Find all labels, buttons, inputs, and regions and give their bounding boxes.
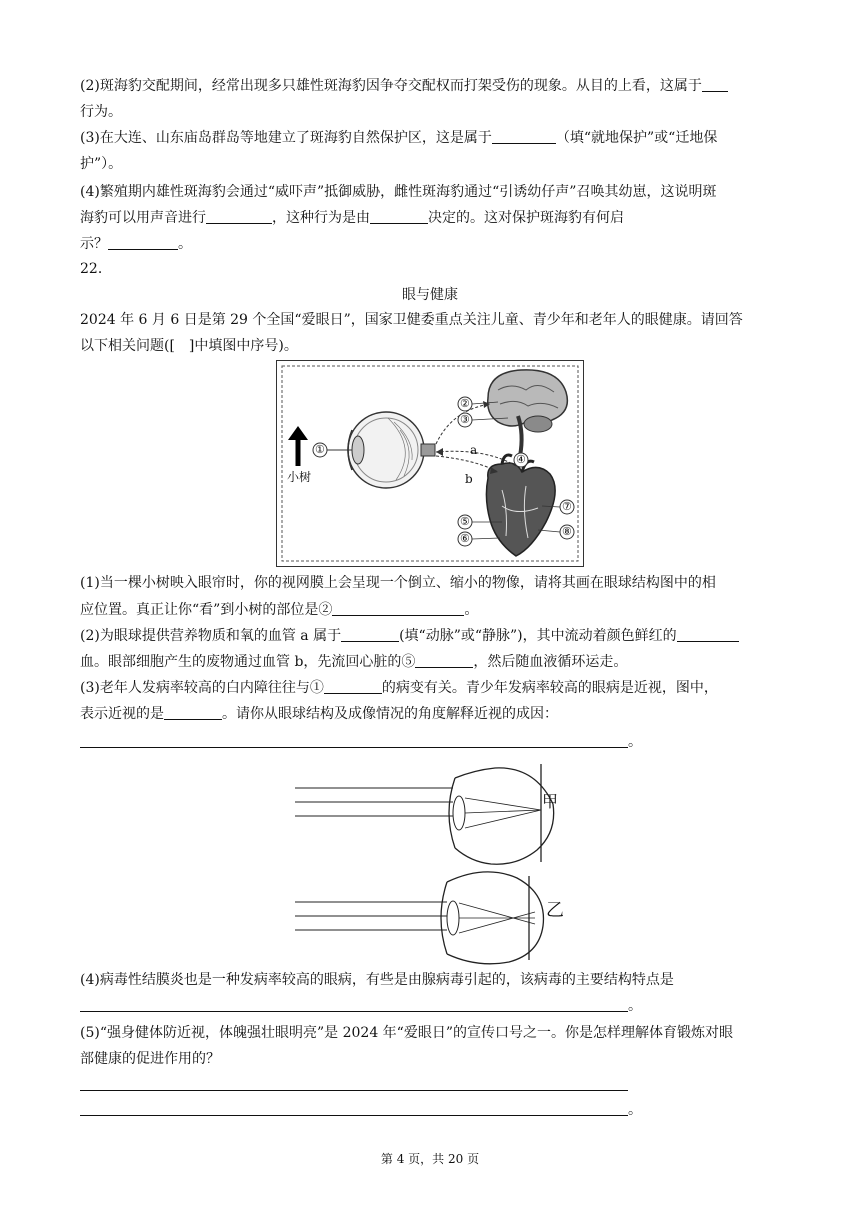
heart-icon [486, 455, 555, 556]
q21-part3-line1: (3)在大连、山东庙岛群岛等地建立了斑海豹自然保护区，这是属于 （填“就地保护”或“迁地保 [80, 130, 718, 146]
p1-line1: (1)当一棵小树映入眼帘时，你的视网膜上会呈现一个倒立、缩小的物像，请将其画在眼球结构图中的相 [80, 575, 716, 591]
eye-brain-heart-diagram [276, 360, 584, 567]
eyeball-icon [318, 412, 435, 488]
eye-jia-icon [295, 764, 554, 864]
label-6: ⑥ [460, 532, 470, 545]
answer-blank[interactable] [677, 626, 739, 642]
answer-blank[interactable] [341, 626, 399, 642]
answer-blank[interactable] [702, 76, 728, 92]
label-1: ① [315, 443, 325, 456]
intro-line1: 2024 年 6 月 6 日是第 29 个全国“爱眼日”，国家卫健委重点关注儿童、青少年和老年人的眼健康。请回答 [80, 312, 743, 328]
tree-arrow-icon [288, 426, 308, 466]
q21-part4-line3: 示？ 。 [80, 236, 192, 252]
q21-part4-line2: 海豹可以用声音进行 ，这种行为是由 决定的。这对保护斑海豹有何启 [80, 210, 624, 226]
eye-yi-icon [295, 872, 543, 964]
q21-part4-line1: (4)繁殖期内雄性斑海豹会通过“威吓声”抵御威胁，雌性斑海豹通过“引诱幼仔声”召唤其幼崽，这说明斑 [80, 184, 717, 200]
p1-line2: 应位置。真正让你“看”到小树的部位是② 。 [80, 602, 479, 618]
q21-part2-line2: 行为。 [80, 104, 122, 120]
label-4: ④ [516, 453, 526, 466]
question-number: 22． [80, 261, 112, 277]
tree-label: 小树 [287, 470, 312, 484]
section-title: 眼与健康 [402, 287, 458, 303]
q21-part2-line1: (2)斑海豹交配期间，经常出现多只雄性斑海豹因争夺交配权而打架受伤的现象。从目的上看，这属于 [80, 76, 728, 96]
p5-line1: (5)“强身健体防近视，体魄强壮眼明亮”是 2024 年“爱眼日”的宣传口号之一。你是怎样理解体育锻炼对眼 [80, 1025, 733, 1041]
brain-icon [488, 370, 568, 456]
q21-part3-line2: 护”）。 [80, 156, 123, 172]
p2-line2: 血。眼部细胞产生的废物通过血管 b，先流回心脏的⑤ ，然后随血液循环运走。 [80, 654, 628, 670]
p2-line1: (2)为眼球提供营养物质和氧的血管 a 属于 (填“动脉”或“静脉”)，其中流动着颜色鲜红的 [80, 626, 739, 646]
p5-line2: 部健康的促进作用的？ [80, 1051, 220, 1067]
label-3: ③ [460, 413, 470, 426]
answer-blank[interactable] [206, 208, 272, 224]
answer-line[interactable] [80, 732, 628, 748]
p5-line3 [80, 1075, 628, 1095]
answer-blank[interactable] [324, 678, 382, 694]
label-5: ⑤ [460, 515, 470, 528]
answer-line[interactable] [80, 1100, 628, 1116]
label-2: ② [460, 397, 470, 410]
intro-line2: 以下相关问题([ ]中填图中序号)。 [80, 338, 298, 354]
p3-line2: 表示近视的是 。请你从眼球结构及成像情况的角度解释近视的成因： [80, 706, 558, 722]
answer-line[interactable] [80, 996, 628, 1012]
p3-line3: 。 [80, 732, 642, 752]
p5-line4: 。 [80, 1100, 642, 1120]
answer-blank[interactable] [164, 704, 222, 720]
page-footer: 第 4 页，共 20 页 [380, 1152, 480, 1166]
label-8: ⑧ [562, 525, 572, 538]
vessel-a-label: a [470, 443, 478, 457]
myopia-eye-diagram [295, 758, 575, 968]
answer-blank[interactable] [332, 600, 464, 616]
p4-line1: (4)病毒性结膜炎也是一种发病率较高的眼病，有些是由腺病毒引起的，该病毒的主要结构特点是 [80, 972, 674, 988]
answer-blank[interactable] [370, 208, 428, 224]
label-jia: 甲 [542, 792, 559, 811]
p4-line2: 。 [80, 996, 642, 1016]
label-yi: 乙 [546, 900, 564, 921]
p3-line1: (3)老年人发病率较高的白内障往往与① 的病变有关。青少年发病率较高的眼病是近视，图中， [80, 680, 718, 696]
answer-line[interactable] [80, 1075, 628, 1091]
label-7: ⑦ [562, 500, 572, 513]
answer-blank[interactable] [492, 128, 556, 144]
answer-blank[interactable] [108, 234, 178, 250]
vessel-b-label: b [465, 472, 473, 486]
answer-blank[interactable] [415, 652, 473, 668]
